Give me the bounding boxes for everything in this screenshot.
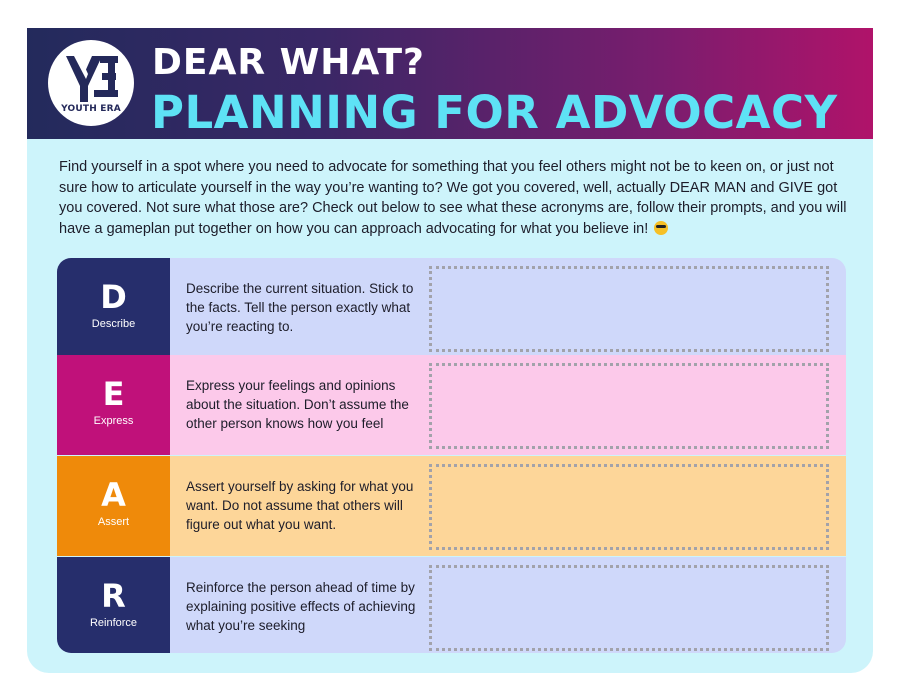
page-title: PLANNING FOR ADVOCACY (151, 86, 838, 139)
word-describe: Describe (91, 318, 136, 330)
letter-r: R (101, 577, 126, 615)
row-express (57, 355, 846, 455)
ye-monogram-icon (62, 52, 120, 104)
row-assert (57, 456, 846, 556)
prompt-describe: Describe the current situation. Stick to the facts. Tell the person exactly what you’re reacting to. (186, 281, 414, 334)
answer-box-reinforce[interactable] (429, 565, 829, 651)
word-assert: Assert (97, 516, 130, 528)
prompt-express: Express your feelings and opinions about the situation. Don’t assume the other person knows how you feel (186, 378, 409, 431)
word-reinforce: Reinforce (89, 617, 138, 629)
page-subtitle: DEAR WHAT? (152, 42, 425, 83)
word-express: Express (93, 415, 134, 427)
prompt-reinforce: Reinforce the person ahead of time by explaining positive effects of achieving what you’re seeking (186, 580, 416, 633)
intro-paragraph (59, 157, 849, 239)
letter-a: A (101, 476, 126, 514)
letter-d: D (100, 278, 127, 316)
row-reinforce (57, 557, 846, 653)
letter-cell-r (57, 557, 170, 653)
youth-era-logo (48, 40, 134, 126)
letter-cell-a (57, 456, 170, 556)
dear-table (57, 258, 846, 653)
answer-box-assert[interactable] (429, 464, 829, 550)
answer-box-express[interactable] (429, 363, 829, 449)
prompt-assert: Assert yourself by asking for what you want. Do not assume that others will figure out what you want. (186, 479, 414, 532)
answer-box-describe[interactable] (429, 266, 829, 352)
smiling-face-with-sunglasses-icon (654, 221, 668, 235)
letter-cell-e (57, 355, 170, 455)
letter-e: E (102, 375, 125, 413)
row-describe (57, 258, 846, 358)
worksheet-page (27, 28, 873, 673)
letter-cell-d (57, 258, 170, 358)
logo-text: YOUTH ERA (61, 104, 121, 114)
intro-text: Find yourself in a spot where you need to advocate for something that you feel others might not be to keen on, or just not sure how to articulate yourself in the way you’re wanting to? We got you covered, well, actually DEAR MAN and GIVE got you covered. Not sure what those are? Check out below to see what these acronyms are, follow their prompts, and you will have a gameplan put together on how you can approach advocating for what you believe in! (59, 159, 847, 237)
header-banner (27, 28, 873, 139)
